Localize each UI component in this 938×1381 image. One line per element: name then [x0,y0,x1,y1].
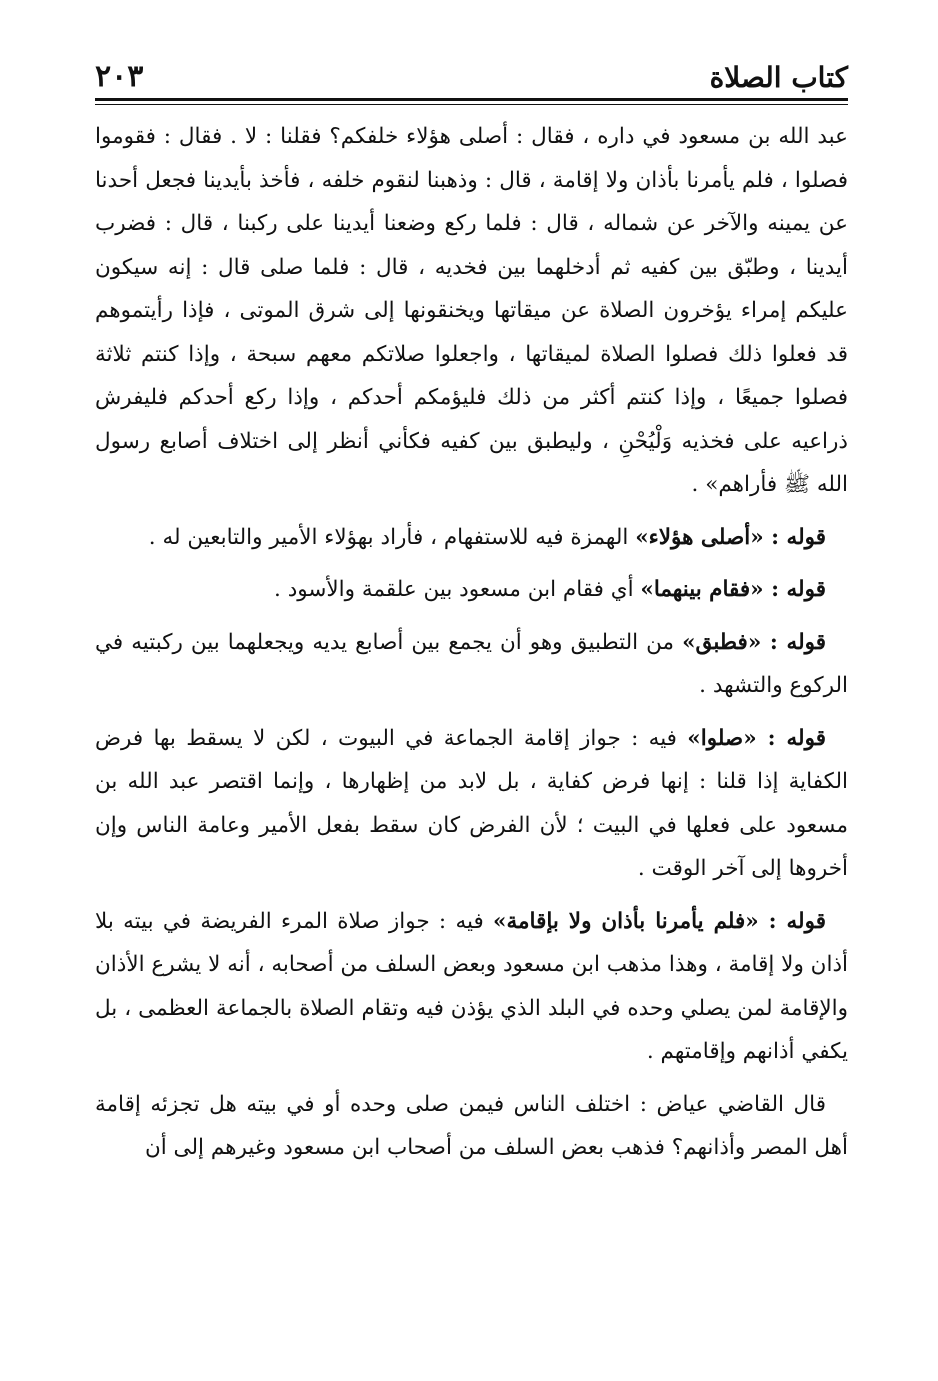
paragraph-text: فيه : جواز صلاة المرء الفريضة في بيته بلا أذان ولا إقامة ، وهذا مذهب ابن مسعود وبعض السلف من أصحابه ، أنه لا يشرع الأذان والإقامة لمن يصلي وحده في البلد الذي يؤذن فيه وتقام الصلاة بالجماعة العظمى ، بل يكفي أذانهم وإقامتهم . [95,908,848,1064]
paragraph [95,621,848,708]
commentary-keyword: قوله : «أصلى هؤلاء» [635,524,826,550]
page-number: ٢٠٣ [95,59,144,94]
commentary-keyword: قوله : «صلوا» [687,725,826,751]
paragraph-text: فيه : جواز إقامة الجماعة في البيوت ، لكن لا يسقط بها فرض الكفاية إذا قلنا : إنها فرض كفاية ، بل لابد من إظهارها ، وإنما اقتصر عبد الله بن مسعود على فعلها في البيت ؛ لأن الفرض كان سقط بفعل الأمير وعامة الناس وإن أخروها إلى آخر الوقت . [95,725,848,881]
paragraph [95,1083,848,1170]
paragraph [95,516,848,560]
paragraph-text: من التطبيق وهو أن يجمع بين أصابع يديه ويجعلهما بين ركبتيه في الركوع والتشهد . [95,629,848,698]
commentary-keyword: قوله : «فلم يأمرنا بأذان ولا بإقامة» [493,908,826,934]
paragraph-text: قال القاضي عياض : اختلف الناس فيمن صلى وحده أو في بيته هل تجزئه إقامة أهل المصر وأذانهم؟ فذهب بعض السلف من أصحاب ابن مسعود وغيرهم إلى أن [95,1091,848,1160]
paragraph [95,568,848,612]
header-rule-thin [95,104,848,105]
paragraph [95,115,848,507]
body-text [95,115,848,1170]
paragraph-text: أي فقام ابن مسعود بين علقمة والأسود . [274,577,641,602]
paragraph [95,900,848,1074]
commentary-keyword: قوله : «فقام بينهما» [640,577,826,602]
commentary-keyword: قوله : «فطبق» [682,629,827,655]
chapter-title: كتاب الصلاة [709,61,848,94]
paragraph [95,717,848,891]
header-rule-thick [95,98,848,101]
running-header [95,52,848,92]
paragraph-text: الهمزة فيه للاستفهام ، فأراد بهؤلاء الأمير والتابعين له . [148,524,636,550]
paragraph-text: عبد الله بن مسعود في داره ، فقال : أصلى هؤلاء خلفكم؟ فقلنا : لا . فقال : فقوموا فصلوا ، فلم يأمرنا بأذان ولا إقامة ، قال : وذهبنا لنقوم خلفه ، فأخذ بأيدينا فجعل أحدنا عن يمينه والآخر عن شماله ، قال : فلما ركع وضعنا أيدينا على ركبنا ، قال : فضرب أيدينا ، وطبّق بين كفيه ثم أدخلهما بين فخديه ، قال : فلما صلى قال : إنه سيكون عليكم إمراء يؤخرون الصلاة عن ميقاتها ويخنقونها إلى شرق الموتى ، فإذا رأيتموهم قد فعلوا ذلك فصلوا الصلاة لميقاتها ، واجعلوا صلاتكم معهم سبحة ، وإذا كنتم ثلاثة فصلوا جميعًا ، وإذا كنتم أكثر من ذلك فليؤمكم أحدكم ، وإذا ركع أحدكم فليفرش ذراعيه على فخذيه وَلْيُحْنِ ، وليطبق بين كفيه فكأني أنظر إلى اختلاف أصابع رسول الله ﷺ فأراهم» . [95,124,848,497]
